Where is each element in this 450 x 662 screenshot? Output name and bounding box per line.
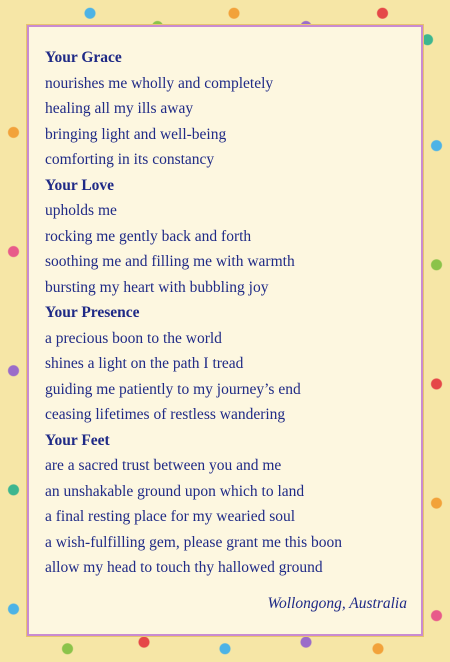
poem-line: nourishes me wholly and completely bbox=[45, 74, 274, 92]
poem-line: an unshakable ground upon which to land bbox=[45, 482, 305, 500]
stanza-feet bbox=[45, 428, 411, 581]
stanza-presence bbox=[45, 300, 411, 428]
poem-body bbox=[45, 45, 411, 581]
poem-line: shines a light on the path I tread bbox=[45, 355, 244, 372]
poem-line: ceasing lifetimes of restless wandering bbox=[45, 406, 286, 423]
poem-line: bursting my heart with bubbling joy bbox=[45, 278, 269, 296]
place-signature: Wollongong, Australia bbox=[267, 595, 407, 612]
poem-line: bringing light and well-being bbox=[45, 125, 227, 143]
poem-panel bbox=[27, 25, 423, 636]
poem-line: a wish-fulfilling gem, please grant me this boon bbox=[45, 533, 343, 551]
stanza-title: Your Feet bbox=[45, 431, 110, 449]
poem-line: guiding me patiently to my journey’s end bbox=[45, 380, 301, 398]
poem-line: comforting in its constancy bbox=[45, 151, 215, 168]
stanza-love bbox=[45, 173, 411, 301]
poem-line: allow my head to touch thy hallowed ground bbox=[45, 559, 323, 576]
stanza-title: Your Grace bbox=[45, 49, 122, 66]
poem-line: upholds me bbox=[45, 202, 117, 219]
stanza-grace bbox=[45, 45, 411, 173]
stanza-title: Your Love bbox=[45, 176, 115, 194]
poem-line: are a sacred trust between you and me bbox=[45, 457, 282, 474]
stanza-title: Your Presence bbox=[45, 304, 140, 321]
poem-line: rocking me gently back and forth bbox=[45, 227, 252, 245]
poem-line: a precious boon to the world bbox=[45, 329, 222, 347]
poem-line: a final resting place for my wearied soul bbox=[45, 508, 296, 525]
poem-line: soothing me and filling me with warmth bbox=[45, 253, 295, 270]
poem-line: healing all my ills away bbox=[45, 100, 194, 117]
